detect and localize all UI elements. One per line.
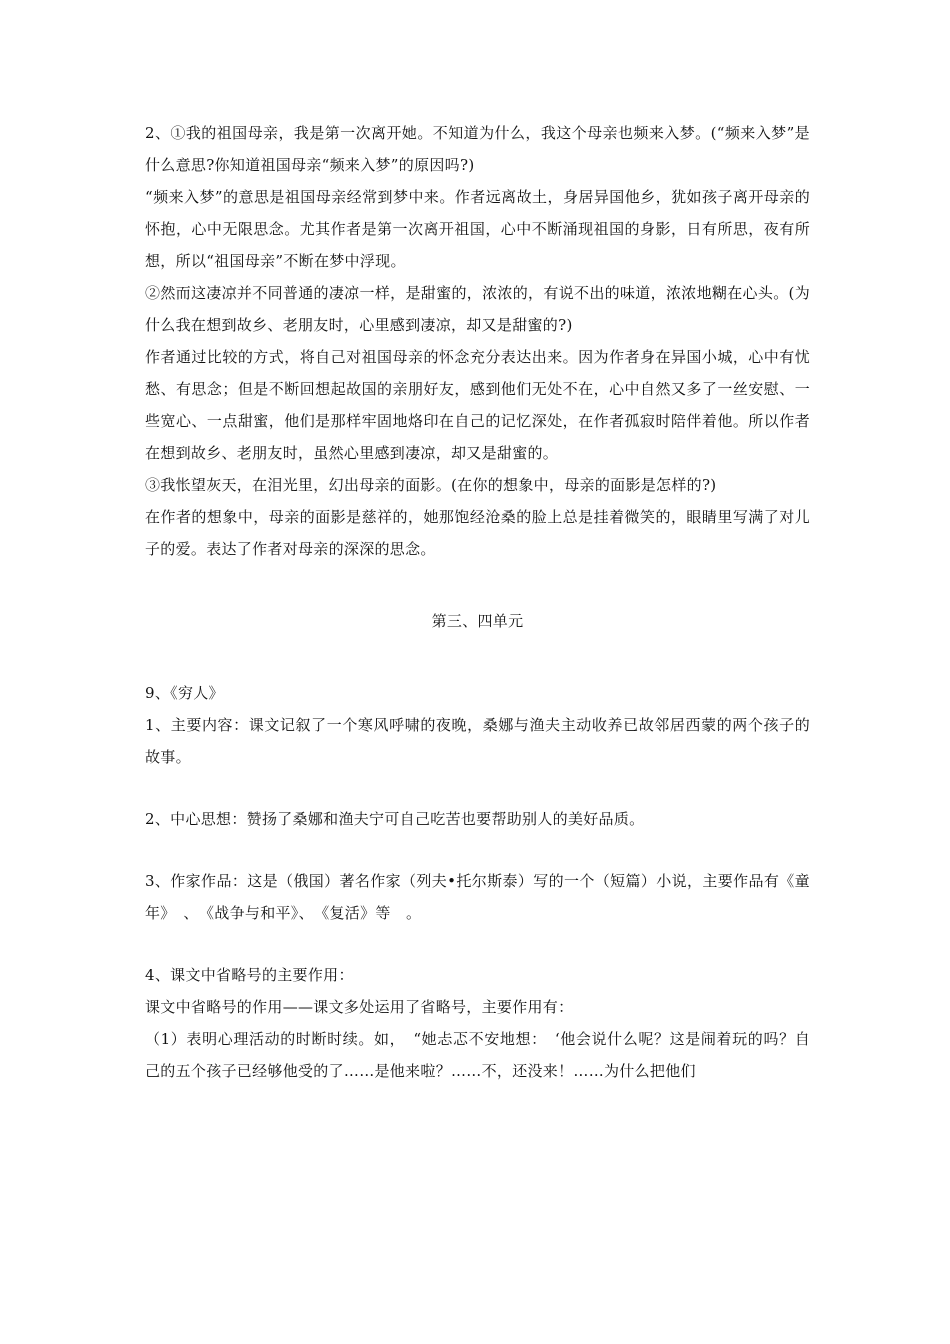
paragraph-ellipsis-intro: 课文中省略号的作用——课文多处运用了省略号，主要作用有：: [145, 998, 574, 1016]
paragraph-question-3: ③我怅望灰天，在泪光里，幻出母亲的面影。(在你的想象中，母亲的面影是怎样的?): [145, 476, 717, 494]
paragraph-central-idea: 2、中心思想：赞扬了桑娜和渔夫宁可自己吃苦也要帮助别人的美好品质。: [145, 810, 645, 828]
spacer: [145, 565, 810, 605]
spacer: [145, 835, 810, 865]
paragraph-ellipsis-point-1: （1）表明心理活动的时断时续。如， “她忐忑不安地想： ‘他会说什么呢？这是闹着玩的吗？自己的五个孩子已经够他受的了……是他来啦？……不，还没来！……为什么把他们: [145, 1030, 810, 1080]
paragraph-answer-3: 在作者的想象中，母亲的面影是慈祥的，她那饱经沧桑的脸上总是挂着微笑的，眼睛里写满了对儿子的爱。表达了作者对母亲的深深的思念。: [145, 508, 810, 558]
paragraph-main-content: 1、主要内容：课文记叙了一个寒风呼啸的夜晚，桑娜与渔夫主动收养已故邻居西蒙的两个孩子的故事。: [145, 716, 810, 766]
paragraph-answer-1: “频来入梦”的意思是祖国母亲经常到梦中来。作者远离故土，身居异国他乡，犹如孩子离开母亲的怀抱，心中无限思念。尤其作者是第一次离开祖国，心中不断涌现祖国的身影，日有所思，夜有所想，所以“祖国母亲”不断在梦中浮现。: [145, 188, 810, 270]
spacer: [145, 637, 810, 677]
lesson-title: 9、《穷人》: [145, 684, 224, 702]
unit-title: 第三、四单元: [431, 612, 524, 630]
spacer: [145, 929, 810, 959]
spacer: [145, 773, 810, 803]
document-page: [145, 117, 810, 1087]
paragraph-question-2: ②然而这凄凉并不同普通的凄凉一样，是甜蜜的，浓浓的，有说不出的味道，浓浓地糊在心头。(为什么我在想到故乡、老朋友时，心里感到凄凉，却又是甜蜜的?): [145, 284, 810, 334]
paragraph-author-works: 3、作家作品：这是（俄国）著名作家（列夫•托尔斯泰）写的一个（短篇）小说，主要作品有《童年》 、 《战争与和平》、 《复活》等 。: [145, 872, 810, 922]
paragraph-question-1: 2、①我的祖国母亲，我是第一次离开她。不知道为什么，我这个母亲也频来入梦。(“频来入梦”是什么意思?你知道祖国母亲“频来入梦”的原因吗?): [145, 124, 810, 174]
paragraph-ellipsis-heading: 4、课文中省略号的主要作用：: [145, 966, 354, 984]
paragraph-answer-2: 作者通过比较的方式，将自己对祖国母亲的怀念充分表达出来。因为作者身在异国小城，心中有忧愁、有思念；但是不断回想起故国的亲朋好友，感到他们无处不在，心中自然又多了一丝安慰、一些宽心、一点甜蜜，他们是那样牢固地烙印在自己的记忆深处，在作者孤寂时陪伴着他。所以作者在想到故乡、老朋友时，虽然心里感到凄凉，却又是甜蜜的。: [145, 348, 810, 462]
